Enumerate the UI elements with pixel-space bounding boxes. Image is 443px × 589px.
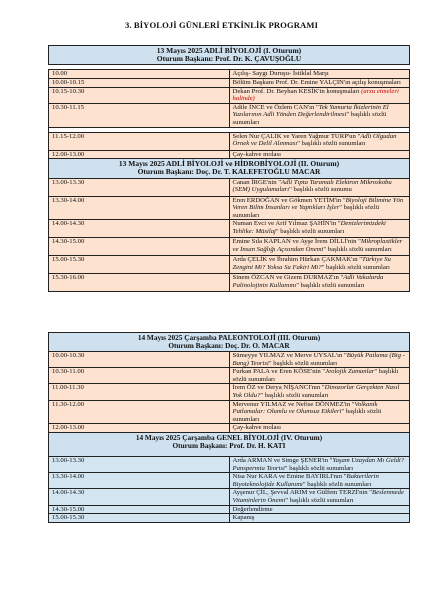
event-cell [229, 368, 410, 384]
time-cell: 11.00-11.30 [49, 384, 230, 400]
presenters: Selen Nur ÇALIK ve Yaren Yağmur TURP'un " [232, 132, 361, 140]
time-cell: 13.30-14.00 [49, 196, 230, 220]
table-row [49, 352, 410, 368]
talk-suffix: " başlıklı sözlü sunumları [232, 204, 380, 219]
talk-title: Adli Vakalarda Palinolojinin Kullanımı [232, 274, 384, 289]
table-row [49, 238, 410, 256]
table-row [49, 505, 410, 514]
time-cell: 11.30-12.00 [49, 400, 230, 424]
talk-suffix: " başlıklı sözlü sunumları [232, 368, 399, 383]
session-title: 14 Mayıs 2025 Çarşamba GENEL BİYOLOJİ (IV. Oturum) [135, 432, 323, 442]
talk-suffix: " başlıklı sözlü sunumları [232, 408, 382, 423]
table-row [49, 456, 410, 472]
event-text: Kapanış [232, 514, 255, 522]
talk-title: Yaşam Uzaydan Mı Geldi? Panspermia Teorisi [232, 456, 405, 472]
event-cell [229, 473, 410, 489]
presenters: Adile İNCE ve Özlem CAN'ın " [232, 103, 319, 111]
event-cell [229, 87, 410, 103]
session-header [49, 432, 410, 456]
talk-suffix: " başlıklı sözlü sunumları [275, 227, 345, 235]
table-row [49, 368, 410, 384]
event-cell [229, 196, 410, 220]
event-cell [229, 424, 410, 433]
event-cell [229, 256, 410, 274]
talk-title: Beslenmede Vitaminlerin Önemi [232, 489, 404, 504]
time-cell: 10.30-11.00 [49, 368, 230, 384]
talk-suffix: " başlıklı sözlü sunumu [289, 186, 352, 194]
time-cell: 10.00 [49, 70, 230, 79]
event-text: Açılış- Saygı Duruşu- İstiklal Marşı [232, 70, 329, 78]
event-text: Dekan Prof. Dr. Beyhan KESİK'in konuşmaları [232, 87, 362, 95]
talk-title: Volkanik Patlamalar: Olumlu ve Olumsuz Etkileri [232, 400, 378, 416]
time-cell: 15.00-15.30 [49, 256, 230, 274]
table-row [49, 87, 410, 103]
session-header [49, 159, 410, 178]
event-cell [229, 178, 410, 196]
event-cell [229, 79, 410, 88]
time-cell: 13.30-14.00 [49, 473, 230, 489]
presenters: İrem ÖZ ve Derya NİŞANCI'nın " [232, 384, 325, 392]
time-cell: 14.00-14.30 [49, 220, 230, 238]
time-cell: 10.30-11.15 [49, 103, 230, 127]
session-chair: Oturum Başkanı: Prof. Dr. H. KATI [172, 440, 286, 450]
program-table-day-1 [48, 45, 410, 292]
event-cell [229, 514, 410, 523]
program-table-day-2 [48, 332, 410, 523]
table-row [49, 79, 410, 88]
session-title: 13 Mayıs 2025 ADLİ BİYOLOJİ (I. Oturum) [156, 46, 302, 55]
event-text: Çay-kahve molası [232, 150, 281, 158]
event-cell [229, 456, 410, 472]
table-row [49, 103, 410, 127]
session-chair: Oturum Başkanı: Doç. Dr. O. MACAR [168, 341, 290, 350]
presenters: Sinem ÖZCAN ve Gizem DURMAZ'ın " [232, 274, 344, 282]
time-cell: 12.00-13.00 [49, 424, 230, 433]
event-cell [229, 384, 410, 400]
talk-title: Tek Yumurta İkizlerinin El Yazılarının Adli Yönden Değerlendirilmesi [232, 103, 389, 119]
event-cell [229, 132, 410, 150]
presenters: Sümeyye YILMAZ ve Merve UYSAL'ın " [232, 352, 347, 359]
talk-suffix: " başlıklı sözlü sunumları [323, 245, 392, 253]
time-cell: 10.15-10.30 [49, 87, 230, 103]
presenters: Numan Evci ve Arif Yılmaz ŞAHİN'in " [232, 220, 341, 228]
event-text: Bölüm Başkanı Prof. Dr. Emine YALÇIN'ın açılış konuşmaları [232, 79, 401, 86]
time-cell: 12.00-13.00 [49, 150, 230, 159]
talk-suffix: " başlıklı sözlü sunumları [285, 496, 354, 504]
table-row [49, 489, 410, 505]
presenters: Eren ERDOĞAN ve Gökmen YETİM'in " [232, 196, 346, 204]
time-cell: 15.00-15.30 [49, 514, 230, 523]
table-row [49, 514, 410, 523]
time-cell: 14.00-14.30 [49, 489, 230, 505]
event-cell [229, 352, 410, 368]
event-cell [229, 489, 410, 505]
talk-title: Türkiye Su Zengini Mi? Yoksa Su Fakiri Mi? [232, 256, 391, 271]
event-cell [229, 70, 410, 79]
presenters: Emine Sıla KAPLAN ve Ayşe İrem DİLLİ'nin " [232, 238, 361, 246]
table-row [49, 196, 410, 220]
presenters: Mervenur YILMAZ ve Nefise DÖNMEZ'in " [232, 400, 355, 408]
presenters: Arda ARMAN ve Simge ŞENER'in " [232, 456, 333, 464]
presenters: Canan İRGE'nin " [232, 178, 282, 186]
event-text: Değerlendirme [232, 505, 273, 513]
talk-suffix: " başlıklı sözlü sunumları [297, 140, 366, 148]
event-cell [229, 238, 410, 256]
talk-title: Adli Olgudan Örnek ve Delil Alınması [232, 132, 397, 148]
session-title: 14 Mayıs 2025 Çarşamba PALEONTOLOJİ (III. Oturum) [137, 333, 321, 342]
talk-title: Jeolojik Zamanlar [325, 368, 375, 376]
session-header [49, 333, 410, 352]
session-chair: Oturum Başkanı: Doç. Dr. T. KALEFETOĞLU MACAR [137, 167, 321, 177]
event-cell [229, 505, 410, 514]
event-text: Çay-kahve molası [232, 424, 281, 432]
talk-suffix: " başlıklı sözlü sunumları [296, 281, 365, 289]
time-cell: 11.15-12.00 [49, 132, 230, 150]
talk-title: Denizlerimizdeki Tehlike: Müsilaj [232, 220, 386, 235]
presenters: Ayşenur ÇİL, Şevval ARIM ve Gülfem TERZİ'nin " [232, 489, 373, 497]
table-row [49, 220, 410, 238]
session-chair: Oturum Başkanı: Prof. Dr. K. ÇAVUŞOĞLU [156, 54, 302, 64]
table-row [49, 274, 410, 292]
presenters: Arda ÇELİK ve İbrahim Hürkan ÇAKMAK'ın " [232, 256, 362, 264]
talk-suffix: " başlıklı sözlü sunumları [302, 480, 372, 488]
table-row [49, 150, 410, 159]
talk-suffix: " başlıklı sözlü sunumları [232, 111, 387, 126]
time-cell: 13.00-13.30 [49, 456, 230, 472]
talk-title: Dinozorlar Gerçekten Nasıl Yok Oldu? [232, 384, 400, 399]
talk-suffix: " başlıklı sözlü sunumları [284, 464, 354, 472]
event-cell [229, 220, 410, 238]
event-cell [229, 150, 410, 159]
time-cell: 13.00-13.30 [49, 178, 230, 196]
time-cell: 14.30-15.00 [49, 505, 230, 514]
talk-suffix: " başlıklı sözlü sunumları [260, 391, 329, 399]
table-row [49, 70, 410, 79]
event-cell [229, 103, 410, 127]
event-cell [229, 400, 410, 424]
talk-suffix: " başlıklı sözlü sunumları [321, 263, 390, 271]
time-cell: 14.30-15.00 [49, 238, 230, 256]
table-row [49, 424, 410, 433]
time-cell: 10.00-10.15 [49, 79, 230, 88]
table-row [49, 178, 410, 196]
table-row [49, 256, 410, 274]
talk-title: Mikroplastikler ve İnsan Sağlığı Açısından Önemi [232, 238, 403, 253]
talk-title: Bakterilerin Biyoteknolojide Kullanımı [232, 473, 379, 488]
table-row [49, 384, 410, 400]
session-title: 13 Mayıs 2025 ADLİ BİYOLOJİ ve HİDROBİYOLOJİ (II. Oturum) [118, 159, 340, 169]
talk-title: Büyük Patlama (Big - Bang) Teorisi [232, 352, 405, 367]
time-cell: 15.30-16.00 [49, 274, 230, 292]
talk-title: Biyoloji Bilimine Yön Veren Bilim İnsanları ve Yaptıkları İşler [232, 196, 404, 212]
table-row [49, 473, 410, 489]
presenters: Nisa Nur KARA ve Emine BAYIRLI'nın " [232, 473, 347, 481]
table-row [49, 400, 410, 424]
event-cell [229, 274, 410, 292]
event-note: (arzu etmeleri halinde) [232, 87, 399, 103]
table-row [49, 132, 410, 150]
session-header [49, 46, 410, 65]
time-cell: 10.00-10.30 [49, 352, 230, 368]
presenters: Furkan PALA ve Eren KÖSE'nin " [232, 368, 326, 376]
document-title: 3. BİYOLOJİ GÜNLERİ ETKİNLİK PROGRAMI [124, 20, 319, 30]
talk-title: Adli Tıpta Taramalı Elektron Mikroskobu (SEM) Uygulamaları [232, 178, 392, 194]
talk-suffix: " başlıklı sözlü sunumları [268, 359, 338, 367]
